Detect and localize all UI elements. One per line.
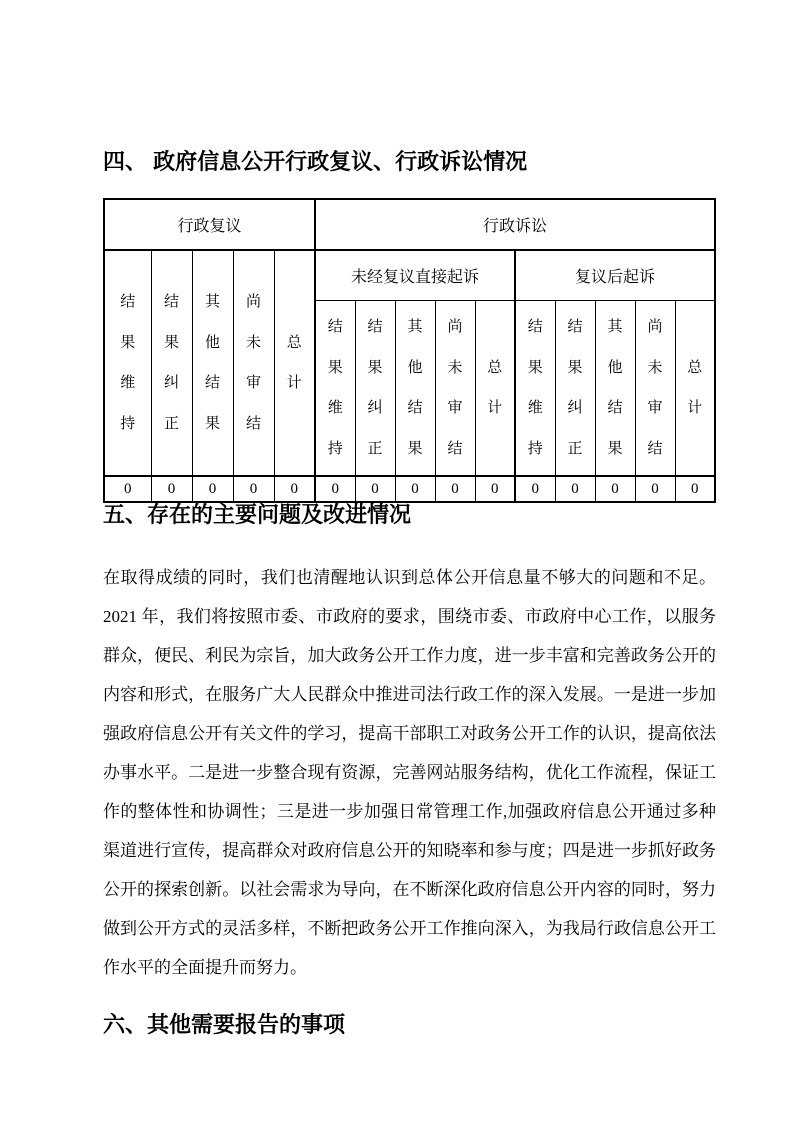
paragraph-line: 作水平的全面提升而努力。 [103,958,307,977]
paragraph-line: 2021 年，我们将按照市委、市政府的要求，围绕市委、市政府中心工作，以服务 [103,607,716,626]
col-header-label: 结果维持 [327,319,343,457]
subheader-lawsuit-after-reconsideration: 复议后起诉 [515,250,715,301]
col-header-label: 尚未审结 [245,294,261,432]
col-header-other-result-after [595,301,635,477]
paragraph-line: 在取得成绩的同时，我们也清醒地认识到总体公开信息量不够大的问题和不足。 [103,568,716,587]
col-header-pending-reconsideration [233,250,274,476]
col-header-total-after [675,301,715,477]
col-header-result-upheld-after [515,301,555,477]
col-header-result-upheld-reconsideration [104,250,151,476]
table-cell-value: 0 [355,476,395,502]
table-cell-value: 0 [475,476,515,502]
paragraph-line: 群众，便民、利民为宗旨，加大政务公开工作力度，进一步丰富和完善政务公开的 [103,646,716,665]
col-header-result-upheld-direct [315,301,355,477]
col-header-label: 总计 [687,359,703,416]
col-header-label: 结果维持 [120,294,136,432]
table-cell-value: 0 [192,476,233,502]
section-6-heading: 六、其他需要报告的事项 [103,1012,346,1037]
paragraph-line: 做到公开方式的灵活多样，不断把政务公开工作推向深入，为我局行政信息公开工 [103,919,716,938]
table-cell-value: 0 [595,476,635,502]
col-header-label: 总计 [286,334,302,391]
paragraph-line: 办事水平。二是进一步整合现有资源，完善网站服务结构，优化工作流程，保证工 [103,763,716,782]
table-data-row [104,476,715,502]
col-header-other-result-direct [395,301,435,477]
table-cell-value: 0 [233,476,274,502]
col-header-other-result-reconsideration [192,250,233,476]
table-cell-value: 0 [675,476,715,502]
section-5-paragraph [103,558,716,987]
subheader-direct-lawsuit: 未经复议直接起诉 [315,250,515,301]
table-cell-value: 0 [104,476,151,502]
paragraph-line: 内容和形式，在服务广大人民群众中推进司法行政工作的深入发展。一是进一步加 [103,685,716,704]
paragraph-line: 作的整体性和协调性；三是进一步加强日常管理工作,加强政府信息公开通过多种 [103,802,716,821]
col-header-pending-after [635,301,675,477]
table-subheader-row [104,250,715,301]
section-4-heading: 四、 政府信息公开行政复议、行政诉讼情况 [103,149,528,174]
col-header-label: 其他结果 [607,319,623,457]
col-header-label: 总计 [487,359,503,416]
table-cell-value: 0 [555,476,595,502]
col-header-label: 结果纠正 [163,294,179,432]
col-header-label: 结果维持 [527,319,543,457]
col-header-result-corrected-after [555,301,595,477]
col-header-total-reconsideration [274,250,315,476]
col-header-pending-direct [435,301,475,477]
table-cell-value: 0 [151,476,192,502]
col-header-result-corrected-direct [355,301,395,477]
col-header-label: 其他结果 [204,294,220,432]
group-header-admin-reconsideration: 行政复议 [104,199,315,250]
table-cell-value: 0 [395,476,435,502]
section-5-heading: 五、存在的主要问题及改进情况 [103,502,412,527]
table-group-header-row [104,199,715,250]
col-header-result-corrected-reconsideration [151,250,192,476]
col-header-label: 尚未审结 [647,319,663,457]
table-cell-value: 0 [274,476,315,502]
paragraph-line: 强政府信息公开有关文件的学习，提高干部职工对政务公开工作的认识，提高依法 [103,724,716,743]
group-header-admin-litigation: 行政诉讼 [315,199,715,250]
paragraph-line: 渠道进行宣传，提高群众对政府信息公开的知晓率和参与度；四是进一步抓好政务 [103,841,716,860]
col-header-label: 其他结果 [407,319,423,457]
col-header-label: 尚未审结 [447,319,463,457]
table-cell-value: 0 [435,476,475,502]
col-header-label: 结果纠正 [367,319,383,457]
col-header-label: 结果纠正 [567,319,583,457]
table-cell-value: 0 [635,476,675,502]
paragraph-line: 公开的探索创新。以社会需求为导向，在不断深化政府信息公开内容的同时，努力 [103,880,716,899]
table-cell-value: 0 [515,476,555,502]
col-header-total-direct [475,301,515,477]
admin-review-litigation-table [103,198,716,503]
table-cell-value: 0 [315,476,355,502]
